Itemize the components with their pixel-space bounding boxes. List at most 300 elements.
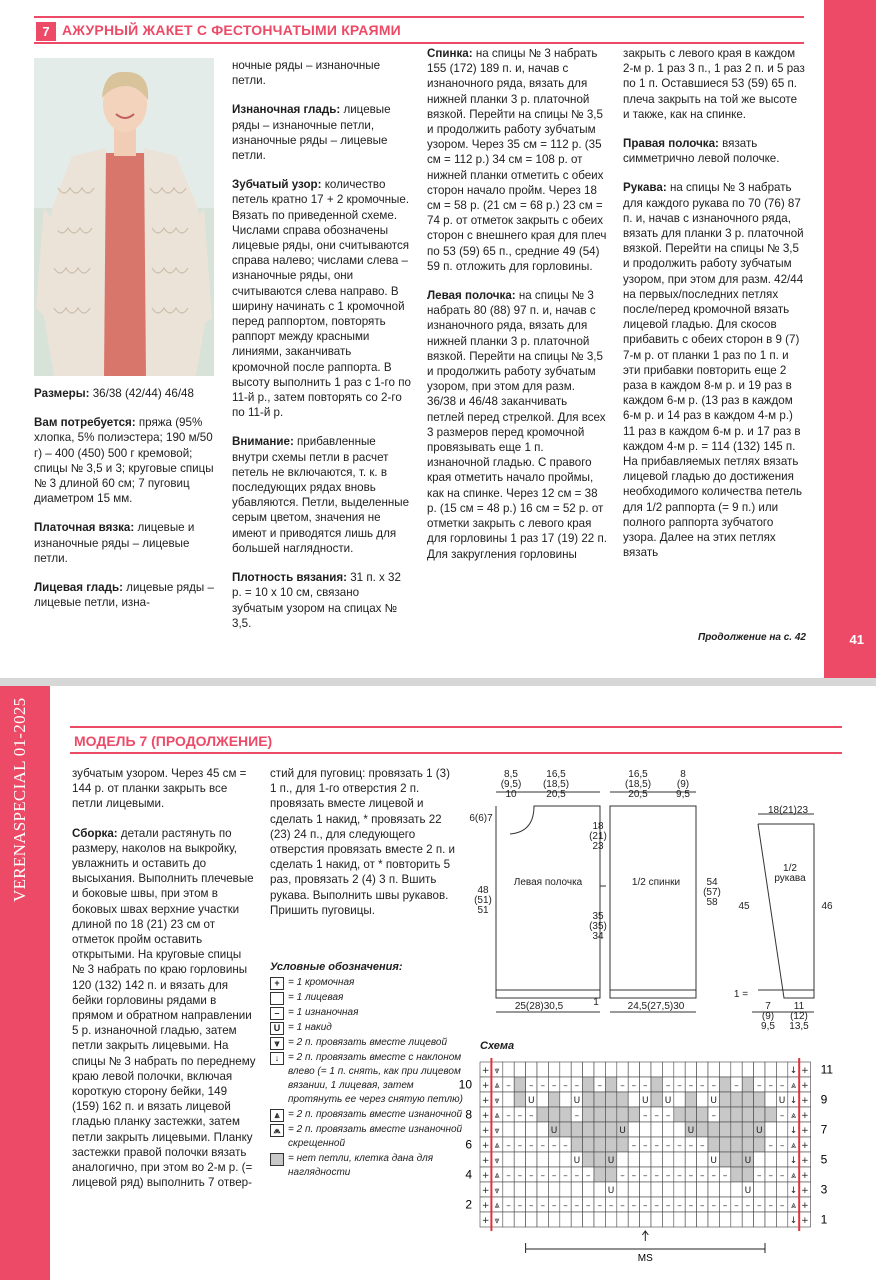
chart-cell bbox=[754, 1182, 765, 1197]
chart-symbol: – bbox=[574, 1201, 580, 1211]
row-number-right: 7 bbox=[820, 1122, 828, 1137]
chart-cell bbox=[674, 1212, 685, 1227]
chart-symbol: – bbox=[574, 1081, 580, 1091]
chart-symbol: – bbox=[688, 1141, 694, 1151]
chart-symbol: ⩔ bbox=[494, 1066, 500, 1076]
chart-cell bbox=[526, 1152, 537, 1167]
chart-symbol: + bbox=[481, 1081, 490, 1091]
chart-cell bbox=[776, 1062, 787, 1077]
row-number-right: 1 bbox=[820, 1212, 828, 1227]
header-rule-bottom bbox=[70, 752, 842, 754]
no-stitch-cell bbox=[719, 1107, 730, 1122]
legend-item bbox=[270, 1021, 470, 1035]
front-armhole-dimension: 18 (21) 23 bbox=[589, 821, 607, 852]
chart-symbol: – bbox=[631, 1141, 637, 1151]
stitch-chart bbox=[452, 1054, 852, 1268]
chart-symbol: + bbox=[801, 1111, 809, 1121]
sleeve-bottom-left-dimension: 7 (9) 9,5 bbox=[761, 1001, 775, 1032]
chart-cell bbox=[537, 1152, 548, 1167]
chart-cell bbox=[662, 1122, 673, 1137]
chart-cell bbox=[571, 1212, 582, 1227]
chart-symbol: ⩓ bbox=[790, 1081, 797, 1091]
chart-cell bbox=[628, 1212, 639, 1227]
chart-symbol: – bbox=[551, 1201, 557, 1211]
paragraph-text: на спицы № 3 набрать для каждого рукава по 70 (76) 87 п. и, начав с изнаночного ряда, вязать для планки 3 р. платочной вязкой. Перейти на спицы № 3,5 и продолжить работу зубчатым узором, при этом для разм. 42/44 на первых/последних петлях после/перед кромочной вязать лицевой гладью. Для скосов прибавить с обеих сторон в 9 (7) 7-м р. от планки 1 раз по 1 п. и эти прибавки повторить еще 2 раза в каждом 8-м р. и 19 раз в каждом 6-м р. (13 раз в каждом 6-м р. и 14 раз в каждом 4-м р.) 11 раз в каждом 6-м р. и 17 раз в каждом 4-м р. = 114 (132) 145 п. На прибавляемых петлях вязать лицевой гладью до достижения необходимого количества петель для 1/2 раппорта (= 9 п.) или полного раппорта зубчатого узора. Далее на этих петлях вязать bbox=[623, 181, 804, 560]
no-stitch-cell bbox=[719, 1122, 730, 1137]
chart-symbol: – bbox=[529, 1201, 534, 1211]
chart-cell bbox=[742, 1212, 753, 1227]
legend-item-label: = 1 кромочная bbox=[288, 977, 355, 988]
header-rule-bottom bbox=[34, 42, 804, 44]
chart-symbol: ↓ bbox=[789, 1126, 798, 1136]
paragraph-text: 31 п. х 32 р. = 10 х 10 см, связано зубчатым узором на спицах № 3,5. bbox=[232, 571, 401, 630]
chart-symbol: – bbox=[768, 1201, 773, 1211]
chart-symbol: + bbox=[801, 1216, 809, 1226]
row-number-right: 11 bbox=[820, 1062, 834, 1077]
chart-cell bbox=[640, 1182, 651, 1197]
chart-symbol: – bbox=[643, 1141, 648, 1151]
sleeve-left-dimension: 45 bbox=[738, 901, 750, 912]
chart-symbol: – bbox=[779, 1111, 785, 1121]
row-number-right: 5 bbox=[820, 1152, 828, 1167]
no-stitch-cell bbox=[742, 1107, 753, 1122]
no-stitch-cell bbox=[685, 1092, 696, 1107]
chart-symbol: – bbox=[711, 1201, 716, 1211]
chart-cell bbox=[662, 1182, 673, 1197]
chart-symbol: – bbox=[677, 1081, 682, 1091]
chart-cell bbox=[754, 1212, 765, 1227]
no-stitch-cell bbox=[548, 1107, 559, 1122]
chart-symbol: ⩓ bbox=[790, 1141, 797, 1151]
chart-symbol: U bbox=[607, 1156, 615, 1166]
no-stitch-cell bbox=[594, 1122, 605, 1137]
header-rule-top bbox=[34, 16, 804, 18]
back-top-right-dimension: 8 (9) 9,5 bbox=[676, 769, 690, 800]
chart-symbol: – bbox=[540, 1171, 545, 1181]
selvage-symbol-icon: + bbox=[270, 977, 284, 990]
chart-symbol: – bbox=[643, 1171, 648, 1181]
chart-symbol: – bbox=[517, 1201, 523, 1211]
page-number: 41 bbox=[849, 632, 864, 647]
chart-cell bbox=[605, 1062, 616, 1077]
no-stitch-cell bbox=[731, 1092, 742, 1107]
chart-symbol: – bbox=[722, 1201, 728, 1211]
chart-symbol: – bbox=[711, 1111, 716, 1121]
chart-cell bbox=[776, 1212, 787, 1227]
chart-symbol: ⩓ bbox=[494, 1111, 500, 1121]
paragraph-text: на спицы № 3 набрать 155 (172) 189 п. и, начав с изнаночного ряда, вязать для нижней планки 3 р. платочной вязкой. Перейти на спицы № 3,5 и продолжить работу зубчатым узором. Через 35 см = 112 р. (35 см = 112 р.) 34 см = 108 р. от нижней планки отметить с обеих сторон начало пройм. Через 18 см = 58 р. (21 см = 68 р.) 23 см = 74 р. от отметок закрыть с обеих сторон с внешнего края для плеч по 53 (59) 65 п., средние 49 (54) 59 п. отложить для горловины. bbox=[427, 47, 607, 273]
sleeve-hem-dimension: 1 = bbox=[733, 989, 749, 1000]
chart-cell bbox=[594, 1182, 605, 1197]
legend-item-label: = 2 п. провязать вместе с наклоном влево (= 1 п. снять, как при лицевом вязании, 1 лицевая, затем протянуть ее через снятую петлю) bbox=[288, 1052, 463, 1105]
chart-cell bbox=[754, 1062, 765, 1077]
no-stitch-cell bbox=[742, 1167, 753, 1182]
sleeve-right-dimension: 46 bbox=[821, 901, 833, 912]
paragraph-heading: Изнаночная гладь: bbox=[232, 103, 341, 117]
chart-symbol: – bbox=[643, 1201, 648, 1211]
article-title: МОДЕЛЬ 7 (ПРОДОЛЖЕНИЕ) bbox=[74, 733, 273, 749]
no-stitch-cell bbox=[583, 1122, 594, 1137]
chart-cell bbox=[537, 1212, 548, 1227]
no-stitch-cell bbox=[605, 1167, 616, 1182]
no-stitch-cell bbox=[628, 1107, 639, 1122]
chart-cell bbox=[651, 1152, 662, 1167]
chart-symbol: + bbox=[801, 1156, 809, 1166]
legend-item bbox=[270, 1152, 470, 1180]
paragraph bbox=[427, 288, 607, 562]
paragraph-text: прибавленные внутри схемы петли в расчет петель не включаются, т. к. в последующих рядах вновь убавляются. Петли, выделенные серым цветом, значения не имеют и приводятся лишь для большей наглядности. bbox=[232, 435, 410, 555]
chart-symbol: – bbox=[529, 1171, 534, 1181]
chart-cell bbox=[697, 1212, 708, 1227]
chart-cell bbox=[628, 1152, 639, 1167]
chart-symbol: U bbox=[710, 1096, 717, 1106]
chart-symbol: – bbox=[779, 1141, 785, 1151]
chart-cell bbox=[776, 1122, 787, 1137]
chart-cell bbox=[560, 1212, 571, 1227]
row-number-left: 10 bbox=[458, 1077, 472, 1092]
no-stitch-cell bbox=[731, 1137, 742, 1152]
no-stitch-cell bbox=[697, 1122, 708, 1137]
chart-cell bbox=[571, 1062, 582, 1077]
chart-cell bbox=[526, 1122, 537, 1137]
chart-cell bbox=[537, 1062, 548, 1077]
chart-symbol: – bbox=[722, 1171, 728, 1181]
chart-symbol: – bbox=[734, 1201, 739, 1211]
chart-cell bbox=[537, 1092, 548, 1107]
chart-cell bbox=[560, 1152, 571, 1167]
no-stitch-cell bbox=[571, 1122, 582, 1137]
chart-symbol: – bbox=[631, 1201, 637, 1211]
no-stitch-cell bbox=[685, 1107, 696, 1122]
chart-symbol: – bbox=[654, 1171, 659, 1181]
text-column-3 bbox=[427, 46, 607, 576]
chart-cell bbox=[674, 1092, 685, 1107]
paragraph-heading: Размеры: bbox=[34, 387, 90, 400]
chart-cell bbox=[628, 1062, 639, 1077]
chart-symbol: U bbox=[619, 1126, 626, 1136]
chart-cell bbox=[685, 1062, 696, 1077]
chart-symbol: ⩔ bbox=[494, 1126, 500, 1136]
chart-symbol: – bbox=[506, 1081, 511, 1091]
chart-symbol: U bbox=[607, 1186, 615, 1196]
chart-cell bbox=[514, 1062, 525, 1077]
chart-symbol: – bbox=[688, 1201, 694, 1211]
chart-symbol: + bbox=[801, 1081, 809, 1091]
chart-cell bbox=[731, 1182, 742, 1197]
chart-symbol: – bbox=[631, 1081, 637, 1091]
chart-symbol: ⩔ bbox=[494, 1186, 500, 1196]
knit-symbol-icon bbox=[270, 992, 284, 1005]
chart-symbol: – bbox=[768, 1171, 773, 1181]
paragraph-text: ночные ряды – изнаночные петли. bbox=[232, 59, 381, 88]
chart-symbol: + bbox=[801, 1171, 809, 1181]
paragraph-heading: Спинка: bbox=[427, 47, 473, 60]
chart-symbol: – bbox=[665, 1081, 671, 1091]
chart-symbol: U bbox=[710, 1156, 717, 1166]
k2tog-symbol-icon: ⩔ bbox=[270, 1037, 284, 1050]
chart-cell bbox=[583, 1062, 594, 1077]
chart-symbol: – bbox=[517, 1111, 523, 1121]
chart-symbol: – bbox=[517, 1171, 523, 1181]
purl-symbol-icon: – bbox=[270, 1007, 284, 1020]
chart-symbol: + bbox=[481, 1186, 490, 1196]
chart-cell bbox=[697, 1182, 708, 1197]
chart-cell bbox=[708, 1182, 719, 1197]
paragraph-text: закрыть с левого края в каждом 2-м р. 1 раз 3 п., 1 раз 2 п. и 5 раз по 1 п. Оставшиеся 53 (59) 65 п. плеча закрыть на той же высоте и также, как на спинке. bbox=[623, 47, 805, 121]
paragraph-text: детали растянуть по размеру, наколов на выкройку, увлажнить и оставить до высыхания. Выполнить плечевые и боковые швы, при этом в боковых швах верхние участки длиной по 18 (21) 23 см от отметок пройм оставить открытыми. На круговые спицы № 3 набрать по краю горловины 120 (132) 142 п. и вязать для бейки горловины рядами в прямом и обратном направлении 5 р. изнаночной гладью, затем петли закрыть лицевыми. На спицы № 3 набрать по переднему краю левой полочки, включая короткую сторону бейки, 149 (159) 162 п. и вязать лицевой гладью планку застежки, затем петли закрыть лицевыми. Планку застежки правой полочки вязать аналогично, при этом во 2-м р. (= лицевой ряд) выполнить 7 отвер- bbox=[72, 826, 256, 1190]
chart-symbol: – bbox=[529, 1111, 534, 1121]
chart-symbol: U bbox=[778, 1096, 786, 1106]
paragraph bbox=[232, 58, 412, 88]
chart-cell bbox=[526, 1212, 537, 1227]
front-piece-label: Левая полочка bbox=[513, 877, 583, 888]
chart-symbol: – bbox=[677, 1141, 682, 1151]
chart-symbol: + bbox=[481, 1141, 490, 1151]
chart-symbol: – bbox=[574, 1171, 580, 1181]
chart-cell bbox=[503, 1092, 514, 1107]
chart-cell bbox=[719, 1182, 730, 1197]
chart-cell bbox=[514, 1182, 525, 1197]
chart-cell bbox=[731, 1062, 742, 1077]
paragraph-heading: Платочная вязка: bbox=[34, 521, 135, 535]
no-stitch-cell bbox=[708, 1122, 719, 1137]
chart-cell bbox=[674, 1122, 685, 1137]
chart-symbol: U bbox=[664, 1096, 672, 1106]
chart-cell bbox=[708, 1062, 719, 1077]
chart-symbol: U bbox=[687, 1126, 695, 1136]
page-side-band bbox=[0, 686, 50, 1280]
chart-symbol: – bbox=[620, 1171, 625, 1181]
chart-cell bbox=[685, 1212, 696, 1227]
no-stitch-cell bbox=[560, 1107, 571, 1122]
chart-cell bbox=[651, 1122, 662, 1137]
chart-symbol: ↓ bbox=[789, 1186, 798, 1196]
chart-symbol: – bbox=[631, 1171, 637, 1181]
legend-item-label: = 1 изнаночная bbox=[288, 1007, 359, 1018]
chart-symbol: + bbox=[481, 1111, 490, 1121]
chart-symbol: ⩓ bbox=[494, 1141, 500, 1151]
chart-cell bbox=[617, 1212, 628, 1227]
chart-symbol: ↓ bbox=[789, 1096, 798, 1106]
ms-arrow bbox=[642, 1231, 648, 1241]
chart-symbol: – bbox=[529, 1081, 534, 1091]
chart-cell bbox=[503, 1122, 514, 1137]
chart-cell bbox=[640, 1212, 651, 1227]
chart-cell bbox=[662, 1152, 673, 1167]
chart-cell bbox=[503, 1152, 514, 1167]
paragraph bbox=[623, 136, 805, 166]
paragraph bbox=[34, 580, 214, 610]
no-stitch-cell bbox=[731, 1107, 742, 1122]
chart-symbol: – bbox=[665, 1201, 671, 1211]
front-height-dimension: 48 (51) 51 bbox=[474, 885, 492, 916]
chart-symbol: + bbox=[481, 1126, 490, 1136]
chart-cell bbox=[503, 1062, 514, 1077]
chart-symbol: + bbox=[481, 1201, 490, 1211]
legend-item bbox=[270, 1006, 470, 1020]
chart-cell bbox=[514, 1122, 525, 1137]
article-header bbox=[70, 726, 842, 754]
no-stitch-cell bbox=[719, 1077, 730, 1092]
chart-symbol: ⩓ bbox=[790, 1111, 797, 1121]
back-piece-label: 1/2 спинки bbox=[631, 877, 681, 888]
no-stitch-cell bbox=[594, 1167, 605, 1182]
paragraph-heading: Правая полочка: bbox=[623, 137, 719, 151]
no-stitch-cell bbox=[617, 1092, 628, 1107]
chart-symbol: – bbox=[688, 1081, 694, 1091]
no-stitch-cell bbox=[605, 1122, 616, 1137]
hem-dimension: 1 bbox=[593, 997, 599, 1008]
chart-cell bbox=[674, 1152, 685, 1167]
chart-cell bbox=[605, 1212, 616, 1227]
text-column-1 bbox=[34, 386, 214, 624]
magazine-name-text: VERENASPECIAL 01-2025 bbox=[10, 697, 29, 902]
legend-item bbox=[270, 1036, 470, 1050]
chart-cell bbox=[685, 1182, 696, 1197]
chart-cell bbox=[754, 1152, 765, 1167]
chart-symbol: U bbox=[642, 1096, 649, 1106]
text-column-2 bbox=[270, 766, 456, 932]
ms-bracket bbox=[526, 1243, 765, 1253]
paragraph-text: лицевые ряды – изнаночные петли, изнаночные ряды – лицевые петли. bbox=[232, 103, 391, 163]
no-stitch-cell bbox=[514, 1092, 525, 1107]
no-stitch-cell bbox=[548, 1092, 559, 1107]
chart-symbol: ↓ bbox=[789, 1066, 798, 1076]
no-stitch-cell bbox=[742, 1137, 753, 1152]
chart-cell bbox=[719, 1212, 730, 1227]
chart-cell bbox=[765, 1152, 776, 1167]
symbol-legend bbox=[270, 960, 470, 1181]
no-stitch-cell bbox=[605, 1077, 616, 1092]
paragraph-heading: Рукава: bbox=[623, 181, 667, 195]
paragraph-heading: Зубчатый узор: bbox=[232, 178, 322, 192]
paragraph-heading: Лицевая гладь: bbox=[34, 581, 123, 595]
no-stitch-cell bbox=[594, 1107, 605, 1122]
chart-symbol: – bbox=[711, 1081, 716, 1091]
chart-symbol: – bbox=[563, 1141, 568, 1151]
paragraph-text: лицевые ряды – лицевые петли, изна- bbox=[34, 581, 214, 610]
no-stitch-cell bbox=[605, 1107, 616, 1122]
chart-symbol: – bbox=[654, 1141, 659, 1151]
paragraph-heading: Левая полочка: bbox=[427, 289, 516, 303]
chart-cell bbox=[674, 1182, 685, 1197]
chart-symbol: – bbox=[643, 1111, 648, 1121]
chart-symbol: – bbox=[768, 1081, 773, 1091]
legend-item-label: = 1 лицевая bbox=[288, 992, 344, 1003]
no-stitch-cell bbox=[674, 1107, 685, 1122]
chart-cell bbox=[514, 1152, 525, 1167]
chart-symbol: + bbox=[481, 1216, 490, 1226]
no-stitch-cell bbox=[651, 1077, 662, 1092]
chart-symbol: – bbox=[529, 1141, 534, 1151]
article-title: АЖУРНЫЙ ЖАКЕТ С ФЕСТОНЧАТЫМИ КРАЯМИ bbox=[62, 22, 401, 38]
back-bottom-dimension: 24,5(27,5)30 bbox=[627, 1001, 685, 1012]
chart-cell bbox=[560, 1092, 571, 1107]
legend-item-label: = 2 п. провязать вместе изнаночной скрещенной bbox=[288, 1124, 463, 1149]
chart-symbol: + bbox=[481, 1096, 490, 1106]
chart-cell bbox=[594, 1212, 605, 1227]
legend-title: Условные обозначения: bbox=[270, 961, 403, 973]
paragraph-text: вязать симметрично левой полочке. bbox=[623, 137, 780, 166]
chart-cell bbox=[537, 1122, 548, 1137]
chart-symbol: – bbox=[517, 1141, 523, 1151]
no-stitch-cell bbox=[594, 1137, 605, 1152]
chart-cell bbox=[583, 1182, 594, 1197]
chart-symbol: – bbox=[608, 1201, 614, 1211]
paragraph bbox=[34, 415, 214, 506]
sleeve-bottom-right-dimension: 11 (12) 13,5 bbox=[789, 1001, 809, 1032]
chart-cell bbox=[560, 1182, 571, 1197]
chart-symbol: – bbox=[665, 1111, 671, 1121]
ms-label: MS bbox=[637, 1253, 653, 1264]
chart-cell bbox=[571, 1182, 582, 1197]
chart-cell bbox=[742, 1062, 753, 1077]
chart-cell bbox=[617, 1182, 628, 1197]
row-number-left: 2 bbox=[465, 1197, 472, 1212]
continued-note: Продолжение на с. 42 bbox=[698, 632, 806, 643]
chart-symbol: – bbox=[665, 1141, 671, 1151]
chart-symbol: U bbox=[573, 1096, 581, 1106]
no-stitch-cell bbox=[765, 1107, 776, 1122]
chart-symbol: ⩔ bbox=[494, 1096, 500, 1106]
schema-title: Схема bbox=[480, 1040, 515, 1052]
no-stitch-cell bbox=[742, 1122, 753, 1137]
no-stitch-cell bbox=[617, 1107, 628, 1122]
chart-symbol: – bbox=[757, 1081, 762, 1091]
paragraph-heading: Внимание: bbox=[232, 435, 294, 449]
chart-symbol: U bbox=[573, 1156, 581, 1166]
chart-cell bbox=[662, 1062, 673, 1077]
paragraph-text: зубчатым узором. Через 45 см = 144 р. от планки закрыть все петли лицевыми. bbox=[72, 767, 247, 811]
legend-item-label: = 1 накид bbox=[288, 1022, 332, 1033]
chart-symbol: ⩔ bbox=[494, 1216, 500, 1226]
chart-symbol: – bbox=[779, 1201, 785, 1211]
chart-cell bbox=[776, 1152, 787, 1167]
chart-symbol: ↓ bbox=[789, 1216, 798, 1226]
paragraph bbox=[34, 386, 214, 401]
chart-symbol: – bbox=[563, 1171, 568, 1181]
model-photo-illustration bbox=[34, 58, 214, 376]
page-side-band bbox=[824, 0, 876, 678]
legend-item bbox=[270, 976, 470, 990]
no-stitch-cell bbox=[583, 1137, 594, 1152]
text-column-1 bbox=[72, 766, 256, 1204]
paragraph-text: лицевые и изнаночные ряды – лицевые петли. bbox=[34, 521, 195, 565]
chart-symbol: U bbox=[744, 1156, 752, 1166]
no-stitch-cell bbox=[719, 1152, 730, 1167]
chart-symbol: – bbox=[506, 1141, 511, 1151]
no-stitch-cell bbox=[731, 1152, 742, 1167]
paragraph bbox=[270, 766, 456, 918]
chart-cell bbox=[503, 1182, 514, 1197]
chart-cell bbox=[697, 1092, 708, 1107]
chart-cell bbox=[514, 1212, 525, 1227]
chart-symbol: – bbox=[700, 1141, 705, 1151]
chart-cell bbox=[765, 1092, 776, 1107]
chart-cell bbox=[651, 1212, 662, 1227]
chart-symbol: ⩔ bbox=[494, 1156, 500, 1166]
chart-symbol: + bbox=[801, 1186, 809, 1196]
no-stitch-cell bbox=[742, 1077, 753, 1092]
paragraph bbox=[232, 177, 412, 420]
chart-cell bbox=[594, 1062, 605, 1077]
chart-symbol: U bbox=[744, 1186, 752, 1196]
chart-cell bbox=[560, 1062, 571, 1077]
chart-symbol: ↓ bbox=[789, 1156, 798, 1166]
chart-cell bbox=[548, 1182, 559, 1197]
paragraph-text: стий для пуговиц: провязать 1 (3) 1 п., для 1-го отверстия 2 п. провязать вместе лицевой и сделать 1 накид, * провязать 22 (23) 24 п., для следующего отверстия провязать вместе 2 п. и сделать 1 накид, от * повторить 5 раз, провязать 2 (4) 3 п. Вшить рукава. Выполнить швы рукавов. Пришить пуговицы. bbox=[270, 767, 456, 917]
no-stitch-cell bbox=[731, 1122, 742, 1137]
